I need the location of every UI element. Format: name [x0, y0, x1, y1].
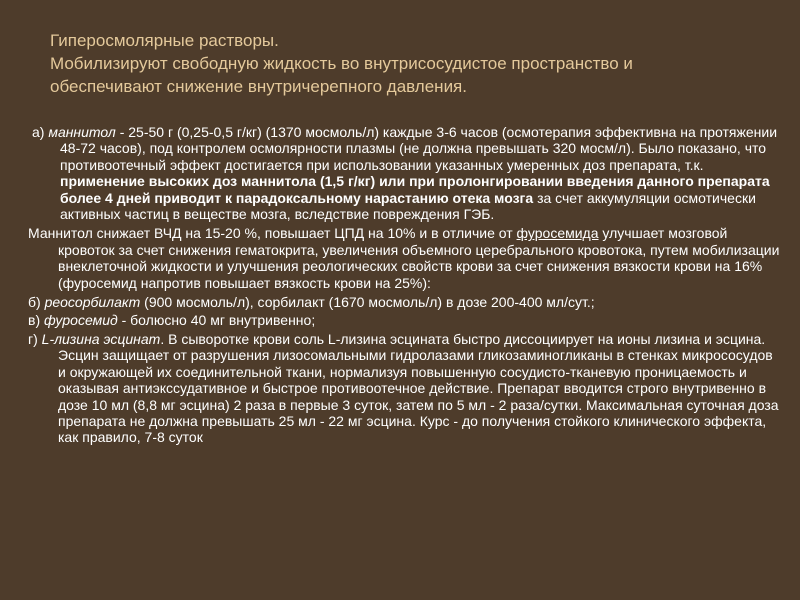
reosorbilact-text: (900 мосмоль/л), сорбилакт (1670 мосмоль/л) в дозе 200-400 мл/сут.; [140, 294, 595, 311]
mannitol-effect-text: Маннитол снижает ВЧД на 15-20 %, повышает ЦПД на 10% и в отличие от [28, 225, 517, 242]
paragraph-mannitol-dose [28, 124, 780, 222]
item-prefix-b: б) [28, 294, 45, 311]
paragraph-l-lysine-aescinate [28, 331, 780, 446]
paragraph-reosorbilact [28, 294, 780, 310]
mannitol-dose-text: - 25-50 г (0,25-0,5 г/кг) (1370 мосмоль/л) каждые 3-6 часов (осмотерапия эффективна на протяжении 48-72 часов), под контролем осмолярности плазмы (не должна превышать 320 мосм/л). Было показано, что противоотечный эффект достигается при использовании указанных умеренных доз препарата, т.к. [60, 124, 778, 173]
title-line-3: обеспечивают снижение внутричерепного давления. [50, 77, 467, 96]
drug-name-l-lysine-aescinate: L-лизина эсцинат [41, 330, 161, 347]
mannitol-warning: применение высоких доз маннитола (1,5 г/кг) или при пролонгировании введения данного препарата более 4 дней приводит к парадоксальному нарастанию отека мозга [60, 173, 770, 206]
drug-name-furosemide: фуросемид [44, 312, 118, 329]
paragraph-mannitol-effect [28, 225, 780, 291]
mannitol-dose-text-end: за счет аккумуляции осмотически активных частиц в веществе мозга, вследствие повреждения ГЭБ. [60, 189, 756, 223]
item-prefix-d: г) [28, 330, 42, 347]
slide-title [50, 29, 770, 98]
paragraph-furosemide [28, 312, 780, 328]
title-line-1: Гиперосмолярные растворы. [50, 31, 279, 50]
furosemide-link[interactable]: фуросемида [516, 225, 599, 242]
item-prefix-c: в) [28, 312, 44, 329]
item-prefix-a: а) [32, 124, 49, 140]
drug-name-mannitol: маннитол [48, 124, 116, 140]
slide-body [28, 124, 780, 449]
drug-name-reosorbilact: реосорбилакт [44, 294, 141, 311]
mannitol-effect-text-end: улучшает мозговой кровоток за счет снижения гематокрита, увеличения объемного церебрального кровотока, путем мобилизации внеклеточной жидкости и улучшения реологических свойств крови за счет снижения вязкости крови на 16% (фуросемид напротив повышает вязкость крови на 25%): [58, 225, 780, 291]
title-line-2: Мобилизируют свободную жидкость во внутрисосудистое пространство и [50, 54, 633, 73]
furosemide-text: - болюсно 40 мг внутривенно; [117, 312, 316, 329]
l-lysine-aescinate-text: . В сыворотке крови соль L-лизина эсцината быстро диссоциирует на ионы лизина и эсцина. Эсцин защищает от разрушения лизосомальными гидролазами гликозаминогликаны в стенках микрососудов и окружающей их соединительной ткани, нормализуя повышенную сосудисто-тканевую проницаемость и оказывая антиэкссудативное и быстрое противоотечное действие. Препарат вводится строго внутривенно в дозе 10 мл (8,8 мг эсцина) 2 раза в первые 3 суток, затем по 5 мл - 2 раза/сутки. Максимальная суточная доза препарата не должна превышать 25 мл - 22 мг эсцина. Курс - до получения стойкого клинического эффекта, как правило, 7-8 суток [58, 330, 779, 446]
